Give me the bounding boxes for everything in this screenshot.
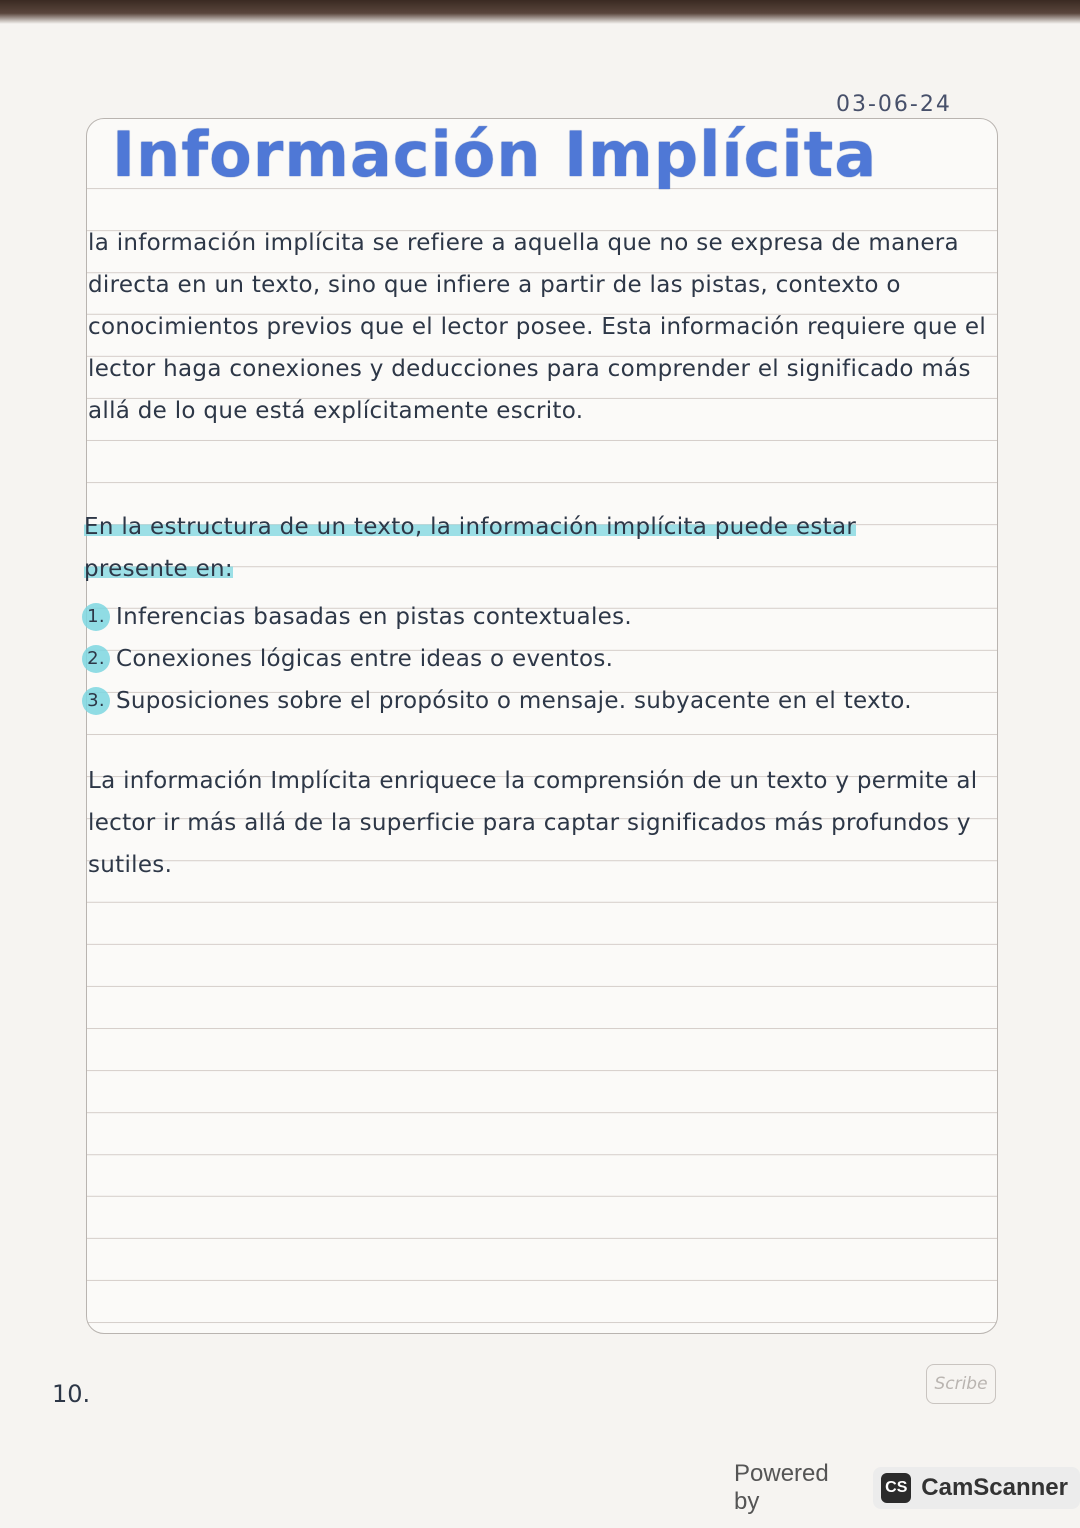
list-item-text: Suposiciones sobre el propósito o mensaje. subyacente en el texto. [116, 688, 912, 714]
list-item-text: Inferencias basadas en pistas contextuales. [116, 604, 632, 630]
note-title: Información Implícita [112, 118, 878, 191]
note-date: 03-06-24 [836, 92, 952, 117]
list-item-text: Conexiones lógicas entre ideas o eventos. [116, 646, 614, 672]
paragraph-definition: la información implícita se refiere a aquella que no se expresa de manera directa en un texto, sino que infiere a partir de las pistas, contexto o conocimientos previos que el lector posee. Esta información requiere que el lector haga conexiones y deducciones para comprender el significado más allá de lo que está explícitamente escrito. [88, 230, 987, 424]
notebook-brand-stamp: Scribe [926, 1364, 996, 1404]
list-number: 3. [82, 687, 110, 715]
list-number: 1. [82, 603, 110, 631]
powered-by-label: Powered by [734, 1460, 829, 1515]
list-item [82, 596, 912, 638]
camscanner-badge [873, 1467, 1080, 1509]
camscanner-name: CamScanner [921, 1474, 1068, 1501]
camscanner-footer [734, 1460, 1080, 1515]
highlighted-intro [84, 506, 964, 590]
numbered-list [82, 596, 912, 722]
highlighted-intro-text: En la estructura de un texto, la información implícita puede estar presente en: [84, 514, 857, 582]
paragraph-conclusion: La información Implícita enriquece la comprensión de un texto y permite al lector ir más allá de la superficie para captar significados más profundos y sutiles. [88, 768, 978, 878]
list-item [82, 638, 912, 680]
list-item [82, 680, 912, 722]
list-number: 2. [82, 645, 110, 673]
camscanner-logo-icon: CS [881, 1473, 911, 1503]
top-shadow [0, 0, 1080, 24]
page-number: 10. [52, 1380, 91, 1408]
